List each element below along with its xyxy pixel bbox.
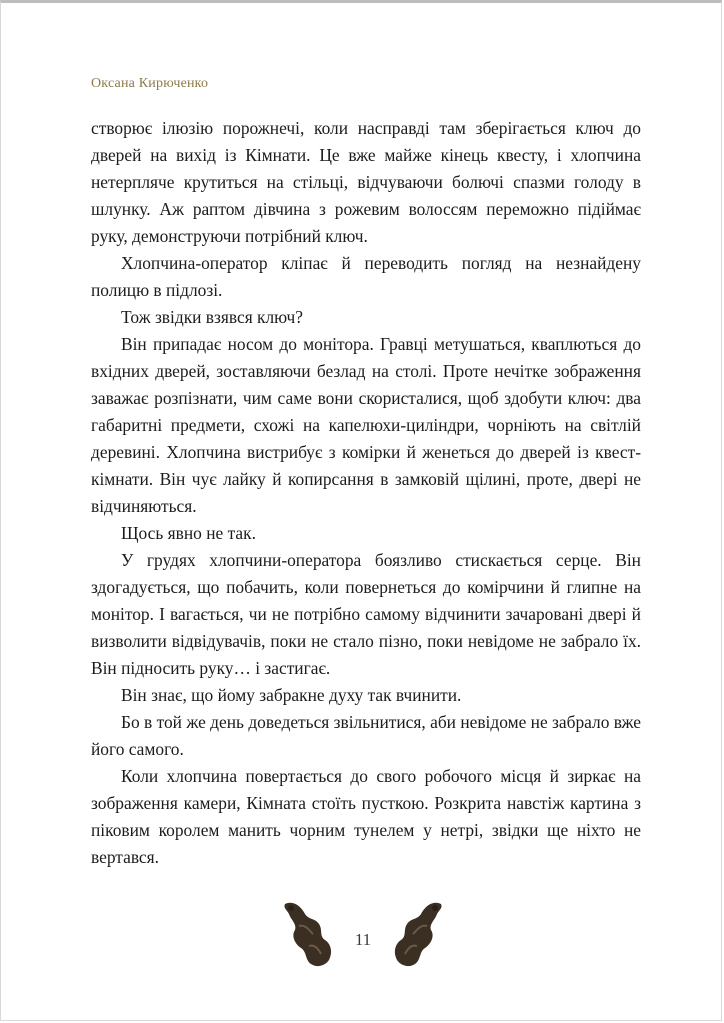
paragraph: створює ілюзію порожнечі, коли насправді там зберігається ключ до дверей на вихід із Кімнати. Це вже майже кінець квесту, і хлопчина нетерпляче крутиться на стільці, відчуваючи болючі спазми голоду в шлунку. Аж раптом дівчина з рожевим волоссям переможно підіймає руку, демонструючи потрібний ключ. bbox=[91, 118, 641, 246]
body-text bbox=[91, 115, 641, 871]
paragraph: Він знає, що йому забракне духу так вчинити. bbox=[121, 685, 462, 705]
paragraph: Щось явно не так. bbox=[121, 523, 256, 543]
page-footer bbox=[1, 896, 724, 976]
paragraph: Бо в той же день доведеться звільнитися, аби невідоме не забрало вже його самого. bbox=[91, 712, 641, 759]
paragraph: Тож звідки взявся ключ? bbox=[121, 307, 303, 327]
page-number: 11 bbox=[354, 930, 372, 949]
paragraph: У грудях хлопчини-оператора боязливо стискається серце. Він здогадується, що побачить, коли повернеться до комірчини й глипне на монітор. І вагається, чи не потрібно самому відчинити зачаровані двері й визволити відвідувачів, поки не стало пізно, поки невідоме не забрало їх. Він підносить руку… і застигає. bbox=[91, 550, 641, 678]
book-page bbox=[91, 75, 641, 871]
pointing-hand-left-icon bbox=[279, 896, 337, 970]
paragraph: Хлопчина-оператор кліпає й переводить погляд на незнайдену полицю в підлозі. bbox=[91, 253, 641, 300]
paragraph: Коли хлопчина повертається до свого робочого місця й зиркає на зображення камери, Кімната стоїть пусткою. Розкрита навстіж картина з піковим королем манить чорним тунелем у нетрі, звідки ще ніхто не вертався. bbox=[91, 766, 641, 867]
pointing-hand-right-icon bbox=[389, 896, 447, 970]
paragraph: Він припадає носом до монітора. Гравці метушаться, кваплються до вхідних дверей, зоставляючи безлад на столі. Проте нечітке зображення заважає розпізнати, чим саме вони скористалися, щоб здобути ключ: два габаритні предмети, схожі на капелюхи-циліндри, чорніють на світлій деревині. Хлопчина вистрибує з комірки й женеться до дверей із квест-кімнати. Він чує лайку й копирсання в замковій щілині, проте, двері не відчиняються. bbox=[91, 334, 641, 516]
running-head: Оксана Кирюченко bbox=[91, 76, 209, 91]
